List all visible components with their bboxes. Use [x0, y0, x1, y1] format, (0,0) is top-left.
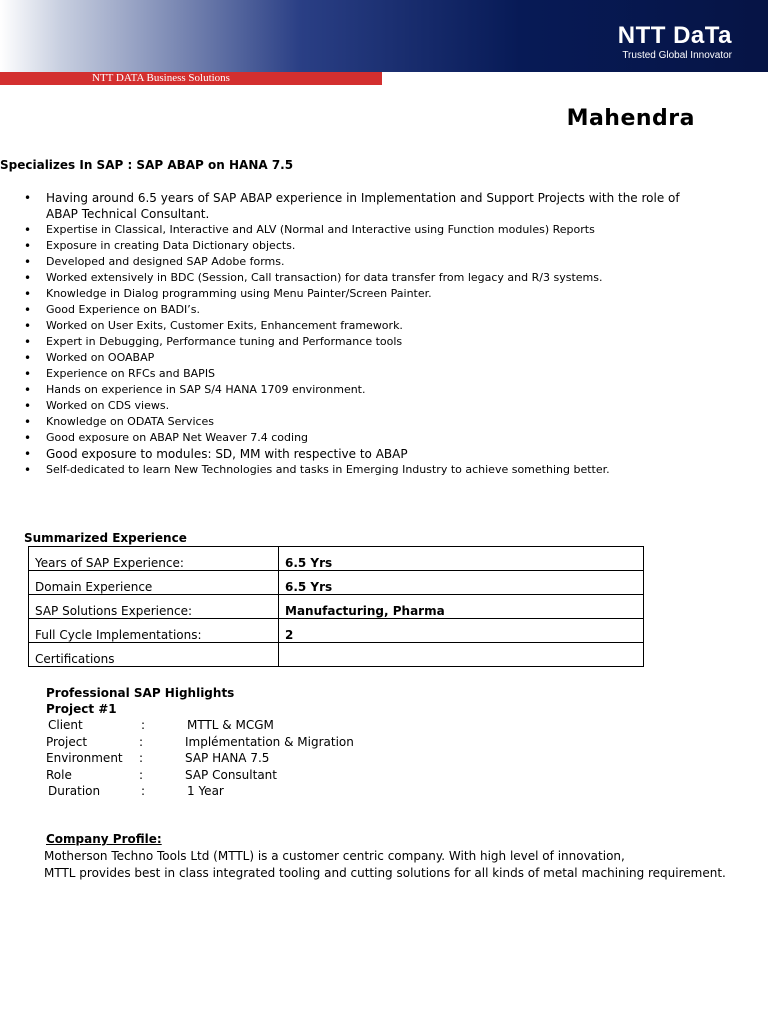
- project-colon: :: [139, 734, 144, 749]
- list-item: • Knowledge in Dialog programming using Menu Painter/Screen Painter.: [22, 286, 702, 302]
- table-row: [29, 547, 644, 571]
- logo-tagline: Trusted Global Innovator: [622, 50, 732, 61]
- list-item: • Exposure in creating Data Dictionary objects.: [22, 238, 702, 254]
- project-details: [46, 717, 354, 800]
- project-key: Client: [48, 718, 83, 732]
- summary-label: Years of SAP Experience:: [29, 547, 279, 571]
- summary-value: [279, 643, 644, 667]
- project-key: Role: [46, 767, 72, 782]
- highlights-heading: [46, 685, 234, 717]
- table-row: [29, 571, 644, 595]
- project-title: Project #1: [46, 702, 117, 716]
- list-item: • Experience on RFCs and BAPIS: [22, 366, 702, 382]
- list-item: • Worked on CDS views.: [22, 398, 702, 414]
- project-value: Implémentation & Migration: [185, 734, 354, 749]
- summary-label: SAP Solutions Experience:: [29, 595, 279, 619]
- list-item: • Expertise in Classical, Interactive and ALV (Normal and Interactive using Function modules) Reports: [22, 222, 702, 238]
- business-solutions-bar: [0, 72, 382, 85]
- project-row: [46, 783, 354, 800]
- company-line: MTTL provides best in class integrated tooling and cutting solutions for all kinds of metal machining requirement.: [44, 865, 726, 880]
- list-item: • Worked on User Exits, Customer Exits, Enhancement framework.: [22, 318, 702, 334]
- list-item: • Worked extensively in BDC (Session, Call transaction) for data transfer from legacy and R/3 systems.: [22, 270, 702, 286]
- company-line: Motherson Techno Tools Ltd (MTTL) is a customer centric company. With high level of innovation,: [44, 849, 625, 863]
- summary-label: Full Cycle Implementations:: [29, 619, 279, 643]
- list-item: • Self-dedicated to learn New Technologies and tasks in Emerging Industry to achieve something better.: [22, 462, 702, 478]
- summary-table: [28, 546, 644, 667]
- summary-value: 6.5 Yrs: [279, 547, 644, 571]
- company-profile-text: [44, 848, 744, 881]
- list-item: • Worked on OOABAP: [22, 350, 702, 366]
- list-item: • Good exposure on ABAP Net Weaver 7.4 coding: [22, 430, 702, 446]
- project-colon: :: [139, 751, 144, 765]
- project-colon: :: [139, 767, 144, 782]
- project-value: SAP Consultant: [185, 767, 277, 782]
- logo-main-text: NTT DaTa: [617, 22, 732, 49]
- company-profile-title: Company Profile:: [46, 832, 162, 846]
- project-row: [46, 750, 354, 767]
- specialization-heading: Specializes In SAP : SAP ABAP on HANA 7.5: [0, 158, 294, 172]
- table-row: [29, 619, 644, 643]
- list-item: • Good exposure to modules: SD, MM with respective to ABAP: [22, 446, 702, 462]
- list-item: • Knowledge on ODATA Services: [22, 414, 702, 430]
- table-row: [29, 643, 644, 667]
- highlights-title: Professional SAP Highlights: [46, 686, 235, 700]
- list-item: • Having around 6.5 years of SAP ABAP experience in Implementation and Support Projects with the role of ABAP Technical Consultant.: [22, 190, 702, 222]
- summarized-experience-title: Summarized Experience: [24, 531, 187, 545]
- project-key: Duration: [48, 784, 101, 798]
- project-row: [46, 734, 354, 751]
- project-value: 1 Year: [187, 784, 224, 798]
- list-item: • Developed and designed SAP Adobe forms.: [22, 254, 702, 270]
- project-value: MTTL & MCGM: [187, 718, 274, 732]
- summary-value: 6.5 Yrs: [279, 571, 644, 595]
- project-key: Environment: [46, 751, 123, 765]
- summary-label: Certifications: [29, 643, 279, 667]
- list-item: • Expert in Debugging, Performance tuning and Performance tools: [22, 334, 702, 350]
- project-row: [46, 717, 354, 734]
- table-row: [29, 595, 644, 619]
- experience-bullet-list: [22, 190, 702, 478]
- project-value: SAP HANA 7.5: [185, 751, 270, 765]
- summary-value: 2: [279, 619, 644, 643]
- ntt-data-logo: [618, 24, 732, 62]
- candidate-name: Mahendra: [566, 106, 695, 131]
- header-banner: [0, 0, 768, 72]
- project-row: [46, 767, 354, 784]
- summary-value: Manufacturing, Pharma: [279, 595, 644, 619]
- summary-label: Domain Experience: [29, 571, 279, 595]
- business-solutions-text: NTT DATA Business Solutions: [92, 72, 230, 84]
- list-item: • Good Experience on BADI’s.: [22, 302, 702, 318]
- list-item: • Hands on experience in SAP S/4 HANA 1709 environment.: [22, 382, 702, 398]
- project-colon: :: [141, 718, 146, 732]
- project-colon: :: [141, 784, 146, 798]
- project-key: Project: [46, 734, 88, 749]
